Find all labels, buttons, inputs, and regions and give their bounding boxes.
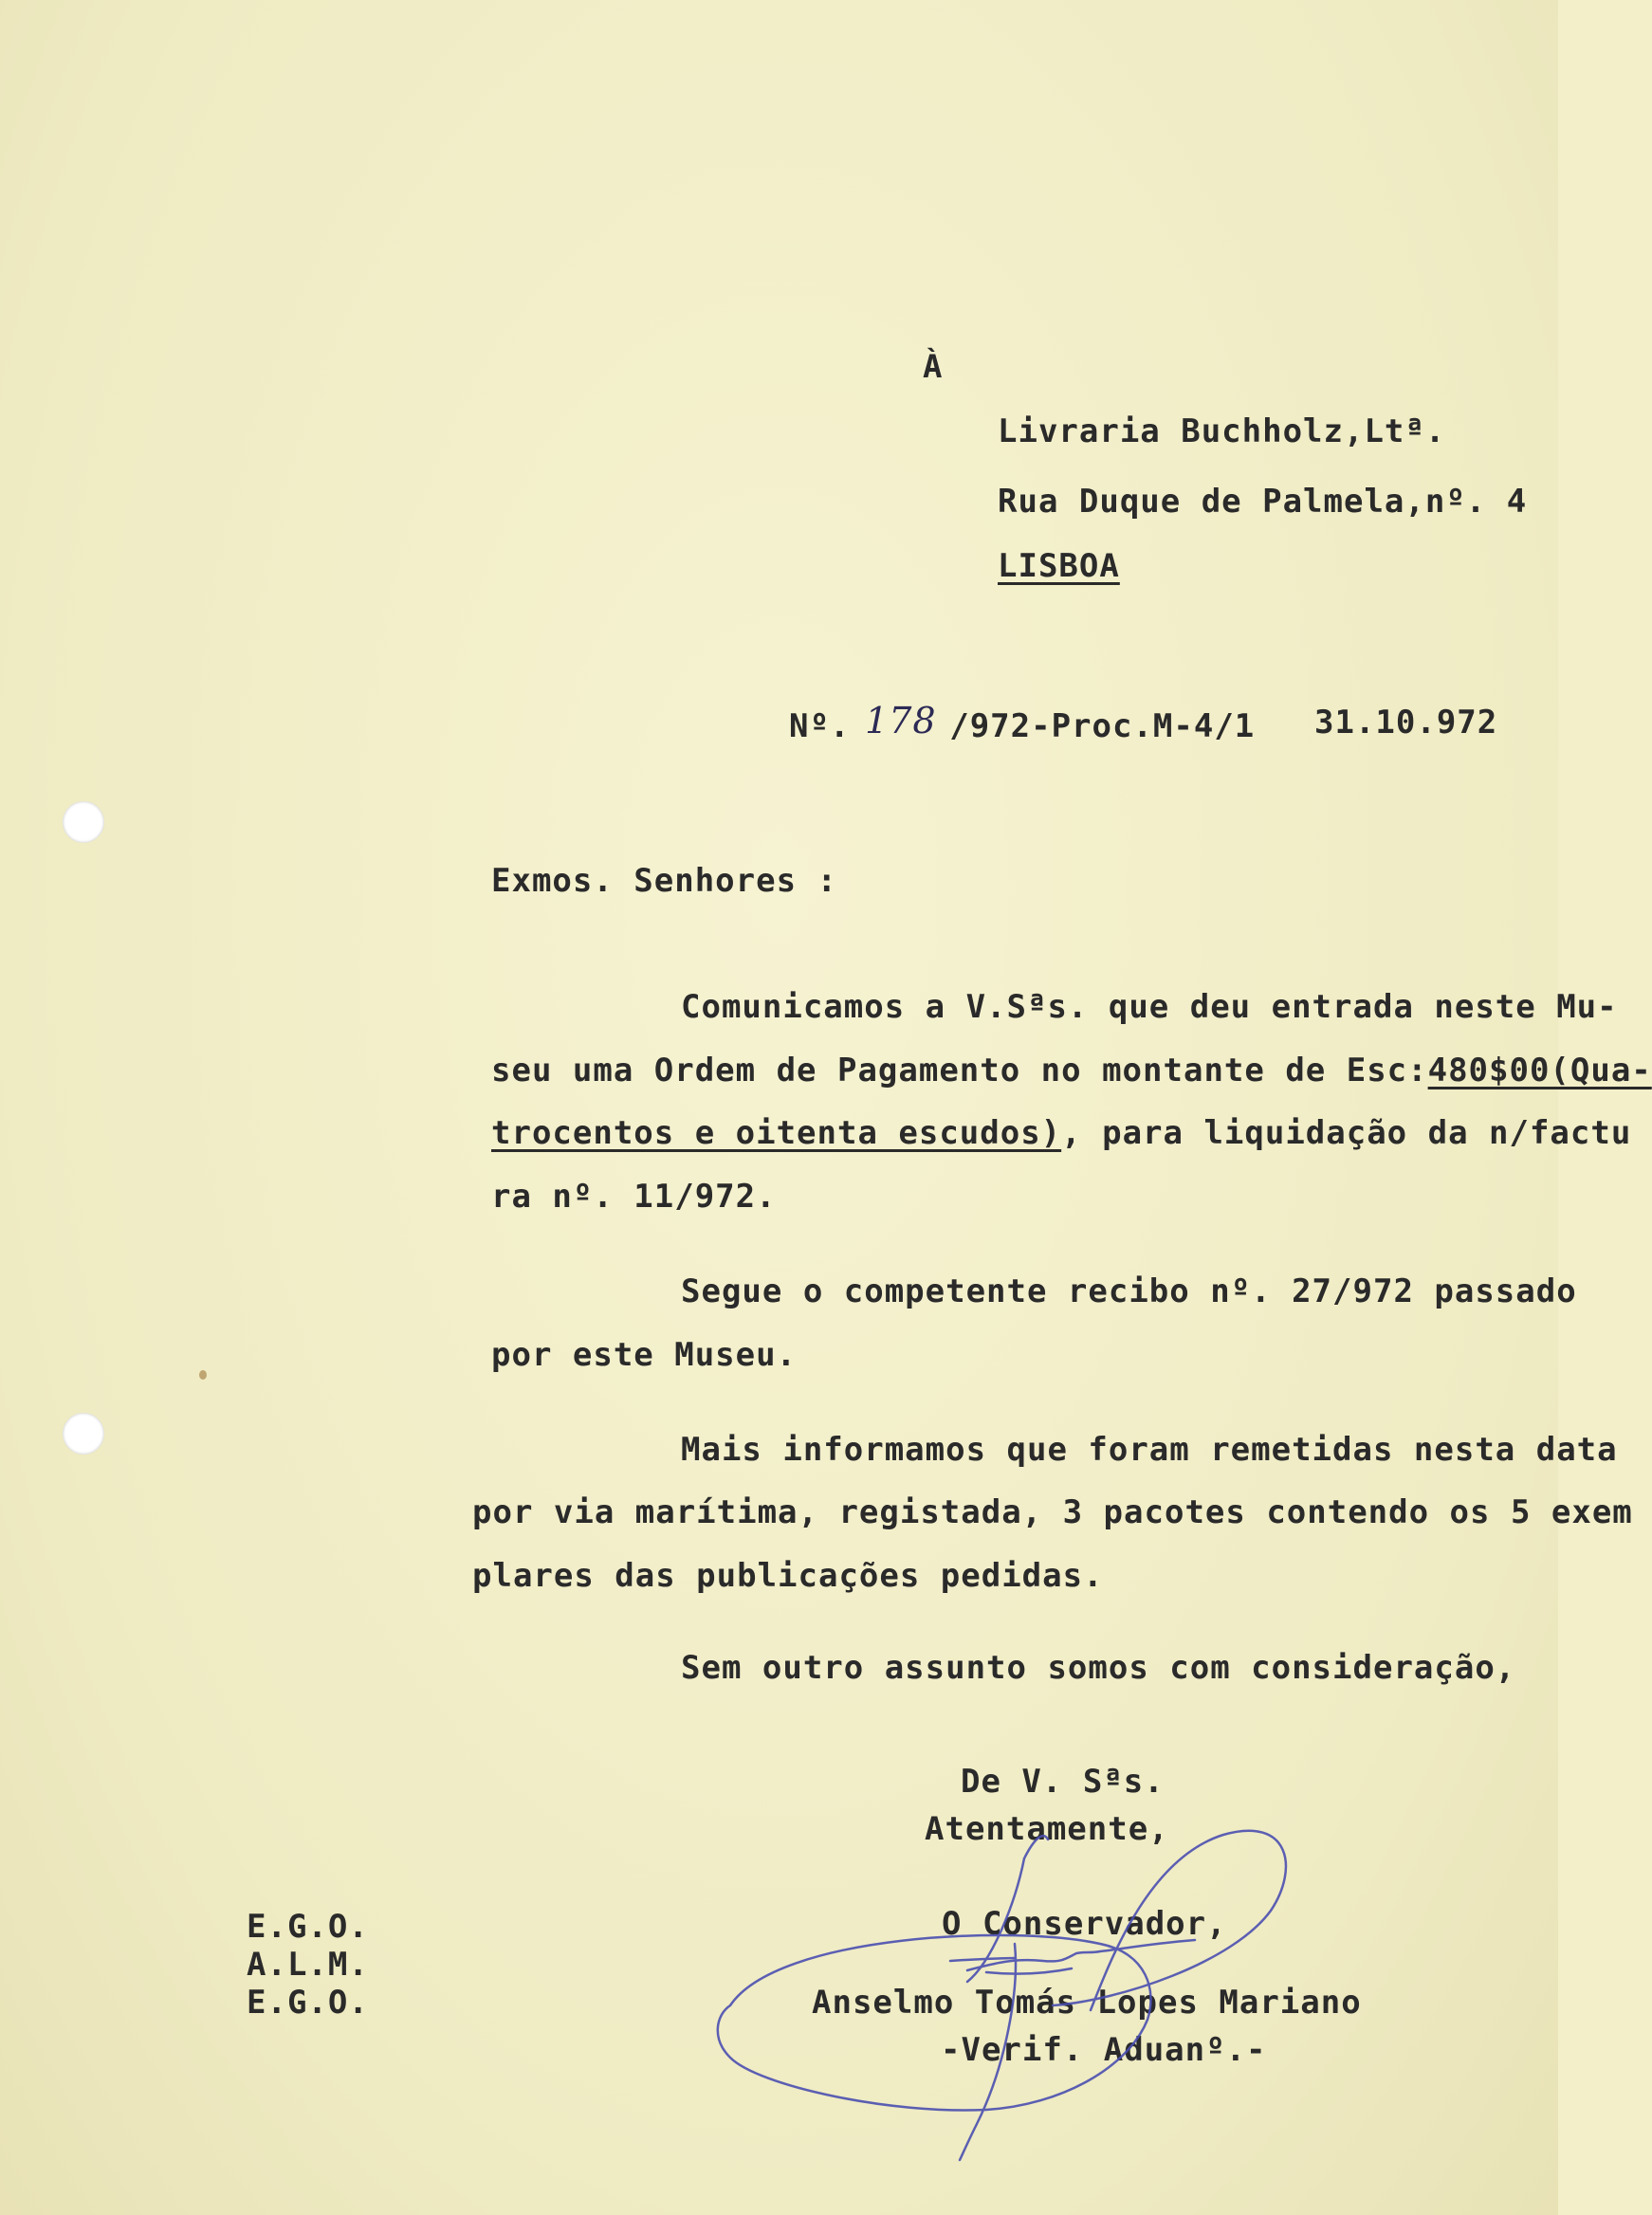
body-p1-line2-text: seu uma Ordem de Pagamento no montante de Esc:: [491, 1052, 1428, 1089]
body-p1-line4: ra nº. 11/972.: [491, 1178, 777, 1216]
closing-line2: Atentamente,: [925, 1810, 1169, 1848]
initials-2: A.L.M.: [247, 1946, 369, 1984]
punch-hole-top: [63, 801, 104, 843]
body-p4-line1: Sem outro assunto somos com consideração,: [681, 1649, 1516, 1687]
body-p1-line3-text: , para liquidação da n/factu: [1061, 1114, 1632, 1152]
body-p1-line2: [491, 1054, 1652, 1087]
recipient-name: Livraria Buchholz,Ltª.: [998, 412, 1446, 450]
reference-line: [789, 700, 1256, 745]
body-p2-line2: por este Museu.: [491, 1336, 798, 1374]
signature-mark: [702, 1802, 1309, 2162]
recipient-address: Rua Duque de Palmela,nº. 4: [998, 483, 1528, 521]
signatory-title: -Verif. Aduanº.-: [941, 2031, 1267, 2069]
body-p2-line1: Segue o competente recibo nº. 27/972 passado: [681, 1272, 1577, 1310]
payment-amount-words: trocentos e oitenta escudos): [491, 1114, 1062, 1152]
initials-3: E.G.O.: [247, 1984, 369, 2022]
body-p1-line1: Comunicamos a V.Sªs. que deu entrada neste Mu-: [681, 988, 1618, 1026]
body-p3-line2: por via marítima, registada, 3 pacotes contendo os 5 exem: [472, 1493, 1633, 1531]
reference-handwritten-number: 178: [865, 700, 937, 741]
punch-hole-bottom: [63, 1413, 104, 1455]
signatory-name: Anselmo Tomás Lopes Mariano: [812, 1984, 1362, 2022]
salutation: Exmos. Senhores :: [491, 862, 837, 900]
body-p1-line3: [491, 1114, 1632, 1152]
recipient-city: LISBOA: [998, 547, 1120, 585]
recipient-to: À: [923, 348, 944, 386]
body-p3-line3: plares das publicações pedidas.: [472, 1557, 1104, 1595]
reference-prefix: Nº.: [789, 707, 851, 745]
paper-stain: [199, 1370, 207, 1380]
closing-line1: De V. Sªs.: [961, 1763, 1165, 1801]
reference-suffix: /972-Proc.M-4/1: [949, 707, 1256, 745]
closing-line3: O Conservador,: [942, 1905, 1227, 1943]
payment-amount: 480$00(Qua-: [1427, 1052, 1652, 1089]
reference-date: 31.10.972: [1314, 704, 1498, 741]
body-p3-line1: Mais informamos que foram remetidas nesta data: [681, 1431, 1618, 1469]
initials-1: E.G.O.: [247, 1908, 369, 1946]
